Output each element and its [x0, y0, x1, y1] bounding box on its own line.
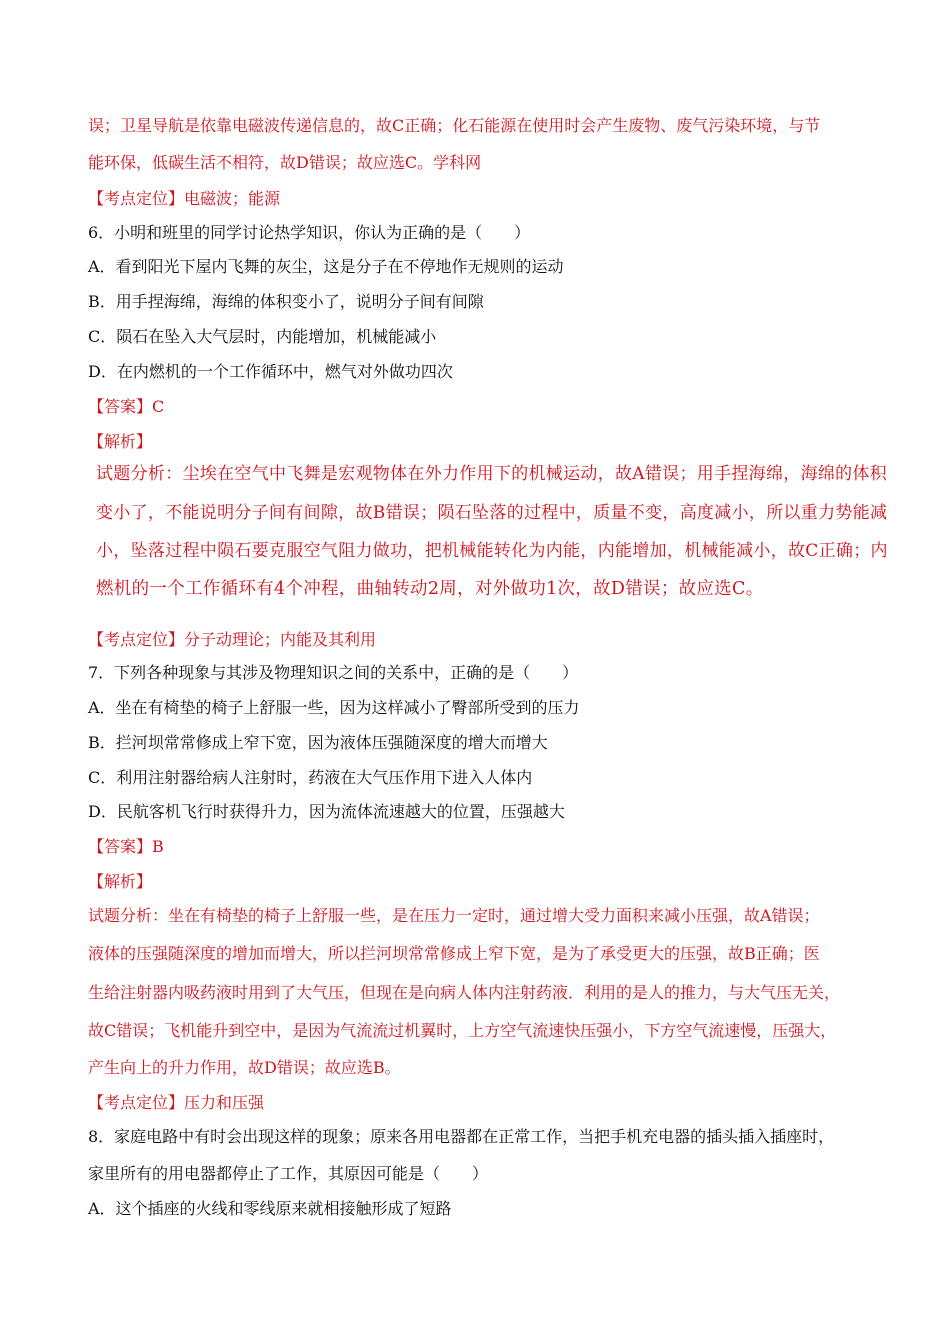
- key-point-label: 【考点定位】: [88, 630, 185, 649]
- key-point-text: 压力和压强: [184, 1093, 265, 1112]
- q7-option-a: A．坐在有椅垫的椅子上舒服一些，因为这样减小了臀部所受到的压力: [88, 698, 580, 717]
- q7-answer: 【答案】B: [88, 837, 164, 856]
- q7-option-b: B．拦河坝常常修成上窄下宽，因为液体压强随深度的增大而增大: [88, 733, 548, 752]
- q6-stem: 6．小明和班里的同学讨论热学知识，你认为正确的是（ ）: [88, 223, 531, 242]
- key-point-label: 【考点定位】: [88, 1093, 185, 1112]
- q6-analysis-line: 燃机的一个工作循环有4个冲程，曲轴转动2周，对外做功1次，故D错误；故应选C。: [96, 579, 764, 599]
- q6-analysis-line: 试题分析：尘埃在空气中飞舞是宏观物体在外力作用下的机械运动，故A错误；用手捏海绵，海绵的体积: [96, 464, 888, 484]
- intro-analysis-line: 能环保，低碳生活不相符，故D错误；故应选C。学科网: [88, 153, 482, 172]
- q7-stem: 7．下列各种现象与其涉及物理知识之间的关系中，正确的是（ ）: [88, 663, 579, 682]
- key-point-text: 电磁波；能源: [184, 189, 281, 208]
- q6-option-a: A．看到阳光下屋内飞舞的灰尘，这是分子在不停地作无规则的运动: [88, 257, 564, 276]
- intro-analysis-line: 误；卫星导航是依靠电磁波传递信息的，故C正确；化石能源在使用时会产生废物、废气污染环境，与节: [88, 116, 821, 135]
- key-point-text: 分子动理论；内能及其利用: [184, 630, 377, 649]
- q6-option-c: C．陨石在坠入大气层时，内能增加，机械能减小: [88, 327, 437, 346]
- q6-analysis-line: 变小了，不能说明分子间有间隙，故B错误；陨石坠落的过程中，质量不变，高度减小，所以重力势能减: [96, 503, 888, 523]
- key-point-label: 【考点定位】: [88, 189, 185, 208]
- q7-analysis-line: 生给注射器内吸药液时用到了大气压，但现在是向病人体内注射药液．利用的是人的推力，与大气压无关，: [88, 983, 841, 1002]
- q7-option-c: C．利用注射器给病人注射时，药液在大气压作用下进入人体内: [88, 768, 533, 787]
- q7-option-d: D．民航客机飞行时获得升力，因为流体流速越大的位置，压强越大: [88, 802, 565, 821]
- q6-option-b: B．用手捏海绵，海绵的体积变小了，说明分子间有间隙: [88, 292, 484, 311]
- q7-analysis-line: 产生向上的升力作用，故D错误；故应选B。: [88, 1058, 401, 1077]
- q6-analysis-label: 【解析】: [88, 432, 153, 451]
- q8-option-a: A．这个插座的火线和零线原来就相接触形成了短路: [88, 1199, 452, 1218]
- q6-answer: 【答案】C: [88, 397, 165, 416]
- q6-key-point: [88, 629, 376, 651]
- intro-key-point: [88, 188, 280, 210]
- q7-analysis-label: 【解析】: [88, 872, 153, 891]
- q7-analysis-line: 液体的压强随深度的增加而增大，所以拦河坝常常修成上窄下宽，是为了承受更大的压强，故B正确；医: [88, 944, 820, 963]
- q8-stem-line: 家里所有的用电器都停止了工作，其原因可能是（ ）: [88, 1164, 489, 1183]
- q7-analysis-line: 故C错误；飞机能升到空中，是因为气流流过机翼时，上方空气流速快压强小，下方空气流速慢，压强大，: [88, 1021, 837, 1040]
- q6-option-d: D．在内燃机的一个工作循环中，燃气对外做功四次: [88, 362, 453, 381]
- q8-stem-line: 8．家庭电路中有时会出现这样的现象；原来各用电器都在正常工作，当把手机充电器的插头插入插座时，: [88, 1127, 835, 1146]
- q7-key-point: [88, 1092, 264, 1114]
- q7-analysis-line: 试题分析：坐在有椅垫的椅子上舒服一些，是在压力一定时，通过增大受力面积来减小压强，故A错误；: [88, 906, 820, 925]
- q6-analysis-line: 小，坠落过程中陨石要克服空气阻力做功，把机械能转化为内能，内能增加，机械能减小，故C正确；内: [96, 541, 888, 561]
